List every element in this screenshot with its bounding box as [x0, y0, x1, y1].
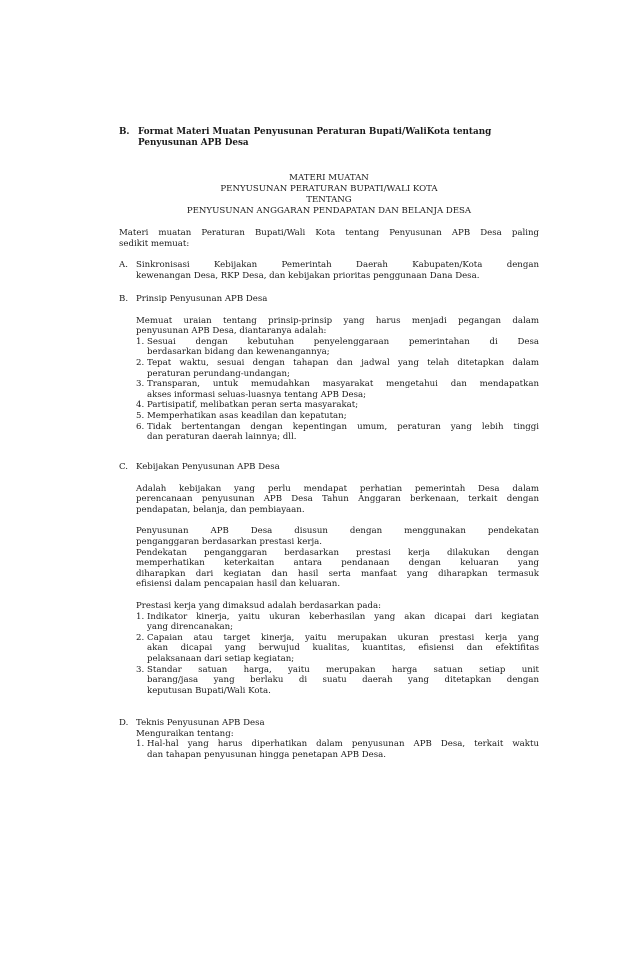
item-number: 6.: [136, 421, 145, 432]
item-number: 5.: [136, 410, 145, 421]
section-c: [119, 462, 539, 696]
intro-line: Materi muatan Peraturan Bupati/Wali Kota tentang Penyusunan APB Desa paling: [119, 228, 539, 238]
item-line: dan tahapan penyusunan hingga penetapan APB Desa.: [147, 749, 387, 760]
item-line: Hal-hal yang harus diperhatikan dalam penyusunan APB Desa, terkait waktu: [147, 739, 539, 750]
item-number: 2.: [136, 632, 145, 643]
paragraph-line: Adalah kebijakan yang perlu mendapat perhatian pemerintah Desa dalam: [136, 483, 539, 494]
center-title: [119, 173, 539, 217]
item-line: yang direncanakan;: [147, 622, 234, 633]
title-line: PENYUSUNAN PERATURAN BUPATI/WALI KOTA: [220, 184, 438, 194]
section-a: [119, 260, 539, 281]
performance-list: [136, 612, 539, 697]
list-item: [136, 612, 539, 633]
item-line: akses informasi seluas-luasnya tentang APB Desa;: [147, 389, 367, 400]
section-line: Sinkronisasi Kebijakan Pemerintah Daerah Kabupaten/Kota dengan: [136, 260, 539, 270]
item-line: Tepat waktu, sesuai dengan tahapan dan jadwal yang telah ditetapkan dalam: [147, 357, 539, 368]
list-item: [136, 665, 539, 697]
section-c-paragraph-1: [136, 484, 539, 516]
section-label: D.: [119, 718, 129, 728]
intro-line: sedikit memuat:: [119, 238, 190, 249]
title-line: PENYUSUNAN ANGGARAN PENDAPATAN DAN BELANJA DESA: [186, 206, 472, 216]
paragraph-line: efisiensi dalam pencapaian hasil dan keluaran.: [136, 579, 341, 590]
section-b-intro: [136, 316, 539, 337]
item-line: Partisipatif, melibatkan peran serta masyarakat;: [147, 400, 359, 411]
item-line: Sesuai dengan kebutuhan penyelenggaraan pemerintahan di Desa: [147, 336, 539, 347]
item-line: Transparan, untuk memudahkan masyarakat mengetahui dan mendapatkan: [147, 379, 539, 390]
list-item: [136, 633, 539, 665]
item-number: 1.: [136, 336, 145, 347]
paragraph-line: diharapkan dari kegiatan dan hasil serta manfaat yang diharapkan termasuk: [136, 568, 539, 579]
list-item: [136, 739, 539, 760]
paragraph-line: penyusunan APB Desa, diantaranya adalah:: [136, 326, 327, 337]
item-line: barang/jasa yang berlaku di suatu daerah yang ditetapkan dengan: [147, 675, 539, 686]
item-number: 3.: [136, 379, 145, 390]
paragraph-line: pendapatan, belanja, dan pembiayaan.: [136, 504, 305, 515]
list-item: [136, 400, 539, 411]
item-line: akan dicapai yang berwujud kualitas, kuantitas, efisiensi dan efektifitas: [147, 643, 539, 654]
section-title: Kebijakan Penyusunan APB Desa: [136, 462, 280, 472]
intro-paragraph: [119, 228, 539, 249]
section-c-paragraph-3: Prestasi kerja yang dimaksud adalah berdasarkan pada:: [136, 600, 382, 611]
section-label: A.: [119, 260, 128, 270]
section-label: C.: [119, 462, 129, 472]
section-c-paragraph-2: [136, 526, 539, 590]
item-number: 1.: [136, 739, 145, 750]
item-line: berdasarkan bidang dan kewenangannya;: [147, 347, 330, 358]
list-item: [136, 422, 539, 443]
heading-line: Format Materi Muatan Penyusunan Peraturan Bupati/WaliKota tentang: [138, 127, 492, 137]
item-line: dan peraturan daerah lainnya; dll.: [147, 432, 297, 443]
title-line: MATERI MUATAN: [289, 173, 369, 183]
technical-list: [136, 739, 539, 760]
item-line: Standar satuan harga, yaitu merupakan harga satuan setiap unit: [147, 664, 539, 675]
section-label: B.: [119, 294, 129, 304]
item-line: Capaian atau target kinerja, yaitu merupakan ukuran prestasi kerja yang: [147, 632, 539, 643]
item-number: 3.: [136, 664, 145, 675]
paragraph-line: memperhatikan keterkaitan antara pendanaan dengan keluaran yang: [136, 558, 539, 569]
section-line: kewenangan Desa, RKP Desa, dan kebijakan prioritas penggunaan Dana Desa.: [136, 270, 480, 281]
heading-label: B.: [119, 127, 130, 137]
section-b: [119, 294, 539, 443]
list-item: [136, 379, 539, 400]
item-line: Indikator kinerja, yaitu ukuran keberhasilan yang akan dicapai dari kegiatan: [147, 611, 539, 622]
title-line: TENTANG: [306, 195, 352, 205]
list-item: [136, 358, 539, 379]
paragraph-line: Penyusunan APB Desa disusun dengan menggunakan pendekatan: [136, 526, 539, 537]
paragraph-line: Memuat uraian tentang prinsip-prinsip yang harus menjadi pegangan dalam: [136, 315, 539, 326]
section-d: [119, 718, 539, 760]
item-line: pelaksanaan dari setiap kegiatan;: [147, 653, 295, 664]
item-line: Tidak bertentangan dengan kepentingan umum, peraturan yang lebih tinggi: [147, 421, 539, 432]
list-item: [136, 411, 539, 422]
section-d-subtitle: Menguraikan tentang:: [136, 728, 234, 739]
heading-line: Penyusunan APB Desa: [138, 137, 249, 148]
paragraph-line: penganggaran berdasarkan prestasi kerja.: [136, 536, 322, 547]
item-line: Memperhatikan asas keadilan dan kepatutan;: [147, 410, 347, 421]
item-number: 1.: [136, 611, 145, 622]
paragraph-line: perencanaan penyusunan APB Desa Tahun Anggaran berkenaan, terkait dengan: [136, 494, 539, 505]
paragraph-line: Pendekatan penganggaran berdasarkan prestasi kerja dilakukan dengan: [136, 547, 539, 558]
item-line: peraturan perundang-undangan;: [147, 368, 290, 379]
item-number: 4.: [136, 400, 145, 411]
principles-list: [136, 337, 539, 443]
item-line: keputusan Bupati/Wali Kota.: [147, 685, 271, 696]
section-heading: [119, 127, 539, 148]
item-number: 2.: [136, 357, 145, 368]
section-title: Prinsip Penyusunan APB Desa: [136, 294, 268, 304]
list-item: [136, 337, 539, 358]
section-title: Teknis Penyusunan APB Desa: [136, 718, 265, 728]
